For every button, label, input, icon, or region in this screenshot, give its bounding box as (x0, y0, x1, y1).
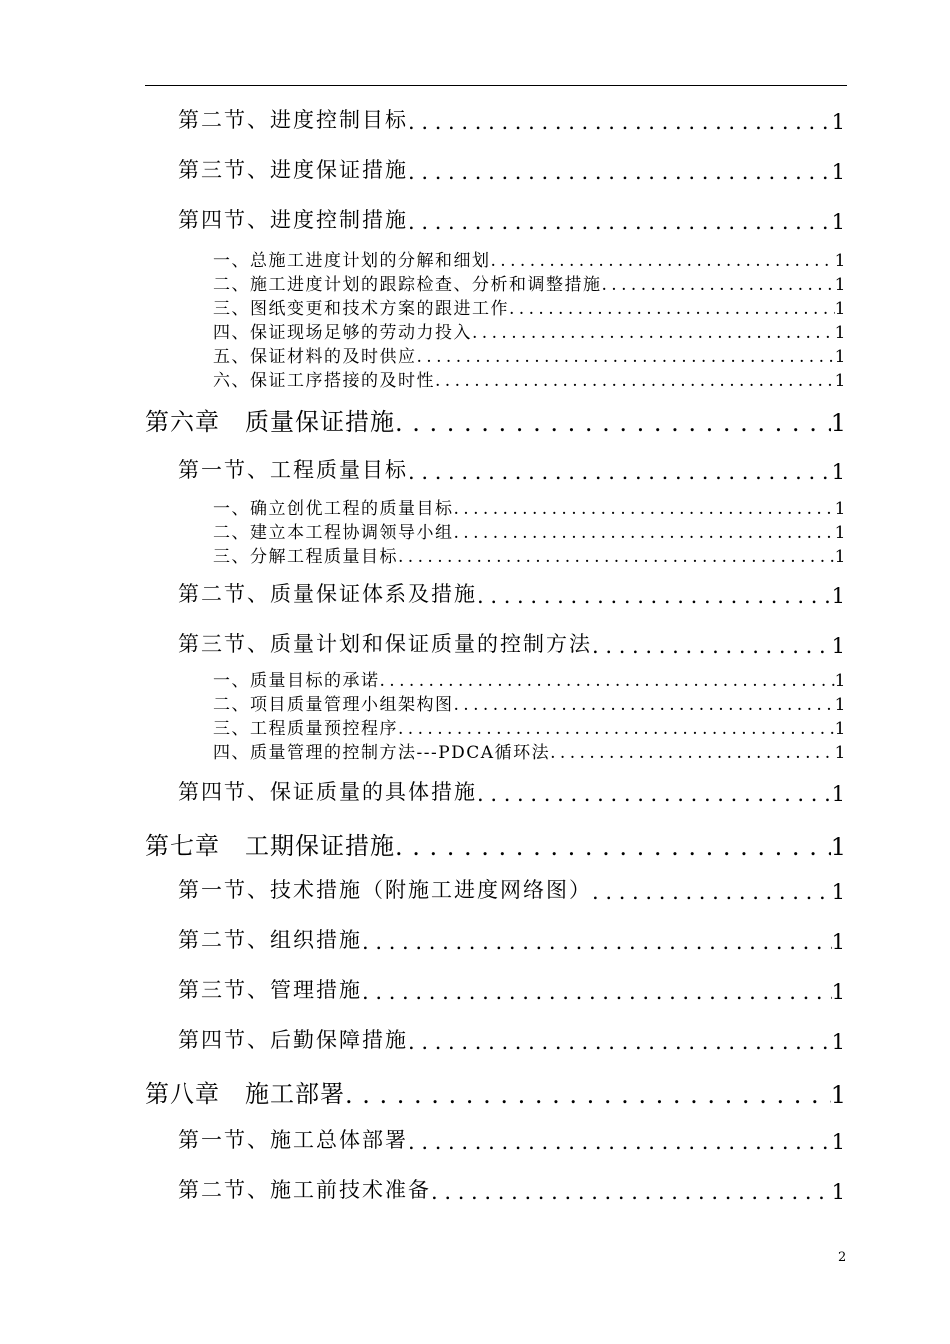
page-number: 2 (838, 1250, 847, 1265)
toc-entry-page: 1 (830, 409, 847, 437)
toc-entry-title: 第四节、后勤保障措施 (178, 1028, 408, 1052)
toc-entry-section[interactable] (178, 454, 847, 484)
toc-entry-section[interactable] (178, 776, 847, 806)
toc-entry-page: 1 (834, 371, 847, 391)
toc-leader-dots (417, 347, 835, 367)
toc-entry-section[interactable] (178, 1024, 847, 1054)
toc-entry-item[interactable] (213, 542, 847, 567)
toc-entry-page: 1 (834, 719, 847, 739)
toc-leader-dots (454, 499, 835, 519)
toc-entry-item[interactable] (213, 294, 847, 319)
toc-entry-chapter[interactable] (145, 1074, 847, 1109)
toc-leader-dots (408, 160, 832, 184)
toc-entry-page: 1 (834, 671, 847, 691)
toc-leader-dots (477, 782, 832, 806)
toc-leader-dots (408, 1130, 832, 1154)
toc-leader-dots (592, 634, 832, 658)
toc-leader-dots (592, 880, 832, 904)
toc-leader-dots (345, 1081, 831, 1109)
toc-entry-page: 1 (834, 547, 847, 567)
toc-entry-page: 1 (831, 160, 847, 184)
header-rule (145, 85, 847, 86)
toc-leader-dots (550, 743, 835, 763)
toc-entry-title: 第一节、施工总体部署 (178, 1128, 408, 1152)
toc-entry-title: 第四节、进度控制措施 (178, 208, 408, 232)
toc-entry-item[interactable] (213, 270, 847, 295)
toc-leader-dots (408, 460, 832, 484)
toc-entry-section[interactable] (178, 578, 847, 608)
toc-entry-page: 1 (831, 980, 847, 1004)
toc-entry-title: 第四节、保证质量的具体措施 (178, 780, 477, 804)
toc-entry-title: 六、保证工序搭接的及时性 (213, 371, 435, 391)
toc-leader-dots (454, 695, 835, 715)
toc-entry-title: 第二节、进度控制目标 (178, 108, 408, 132)
toc-leader-dots (491, 251, 835, 271)
toc-entry-title: 第三节、进度保证措施 (178, 158, 408, 182)
toc-entry-title: 第二节、组织措施 (178, 928, 362, 952)
toc-leader-dots (435, 371, 835, 391)
toc-leader-dots (509, 299, 835, 319)
toc-entry-item[interactable] (213, 666, 847, 691)
toc-entry-title: 五、保证材料的及时供应 (213, 347, 417, 367)
toc-entry-page: 1 (830, 1081, 847, 1109)
toc-entry-page: 1 (831, 634, 847, 658)
toc-entry-title: 第三节、管理措施 (178, 978, 362, 1002)
toc-entry-title: 三、工程质量预控程序 (213, 719, 398, 739)
toc-entry-chapter[interactable] (145, 402, 847, 437)
toc-entry-page: 1 (834, 499, 847, 519)
toc-leader-dots (477, 584, 832, 608)
toc-entry-page: 1 (831, 210, 847, 234)
toc-entry-page: 1 (831, 460, 847, 484)
toc-entry-title: 第一节、工程质量目标 (178, 458, 408, 482)
toc-entry-page: 1 (834, 347, 847, 367)
toc-entry-title: 第八章 施工部署 (145, 1080, 345, 1108)
toc-leader-dots (395, 409, 831, 437)
toc-entry-page: 1 (834, 743, 847, 763)
toc-entry-title: 三、图纸变更和技术方案的跟进工作 (213, 299, 509, 319)
toc-entry-title: 四、保证现场足够的劳动力投入 (213, 323, 472, 343)
toc-leader-dots (380, 671, 835, 691)
toc-entry-section[interactable] (178, 204, 847, 234)
toc-leader-dots (408, 210, 832, 234)
toc-leader-dots (398, 547, 835, 567)
toc-entry-page: 1 (834, 323, 847, 343)
toc-entry-page: 1 (830, 833, 847, 861)
toc-entry-item[interactable] (213, 690, 847, 715)
toc-entry-page: 1 (831, 1030, 847, 1054)
toc-entry-section[interactable] (178, 874, 847, 904)
toc-entry-section[interactable] (178, 924, 847, 954)
toc-leader-dots (362, 930, 832, 954)
toc-entry-page: 1 (834, 695, 847, 715)
toc-entry-title: 第七章 工期保证措施 (145, 832, 395, 860)
toc-entry-page: 1 (831, 880, 847, 904)
toc-entry-item[interactable] (213, 246, 847, 271)
toc-entry-title: 一、总施工进度计划的分解和细划 (213, 251, 491, 271)
toc-entry-item[interactable] (213, 318, 847, 343)
toc-leader-dots (431, 1180, 832, 1204)
toc-leader-dots (408, 110, 832, 134)
toc-entry-title: 第三节、质量计划和保证质量的控制方法 (178, 632, 592, 656)
toc-entry-section[interactable] (178, 1174, 847, 1204)
toc-entry-page: 1 (834, 299, 847, 319)
toc-entry-item[interactable] (213, 342, 847, 367)
toc-entry-page: 1 (831, 1180, 847, 1204)
toc-entry-title: 三、分解工程质量目标 (213, 547, 398, 567)
toc-entry-item[interactable] (213, 714, 847, 739)
toc-entry-title: 二、建立本工程协调领导小组 (213, 523, 454, 543)
toc-entry-title: 第二节、施工前技术准备 (178, 1178, 431, 1202)
toc-leader-dots (454, 523, 835, 543)
toc-entry-item[interactable] (213, 738, 847, 763)
toc-entry-item[interactable] (213, 494, 847, 519)
toc-leader-dots (395, 833, 831, 861)
toc-entry-section[interactable] (178, 628, 847, 658)
toc-entry-section[interactable] (178, 974, 847, 1004)
toc-entry-section[interactable] (178, 154, 847, 184)
toc-entry-title: 一、质量目标的承诺 (213, 671, 380, 691)
toc-entry-page: 1 (834, 275, 847, 295)
toc-leader-dots (362, 980, 832, 1004)
toc-entry-title: 第六章 质量保证措施 (145, 408, 395, 436)
toc-entry-page: 1 (834, 523, 847, 543)
toc-leader-dots (602, 275, 835, 295)
toc-entry-section[interactable] (178, 104, 847, 134)
toc-entry-item[interactable] (213, 518, 847, 543)
toc-entry-title: 第二节、质量保证体系及措施 (178, 582, 477, 606)
toc-entry-item[interactable] (213, 366, 847, 391)
toc-entry-title: 二、项目质量管理小组架构图 (213, 695, 454, 715)
toc-entry-page: 1 (831, 584, 847, 608)
toc-entry-title: 二、施工进度计划的跟踪检查、分析和调整措施 (213, 275, 602, 295)
toc-entry-title: 四、质量管理的控制方法---PDCA循环法 (213, 743, 551, 763)
toc-entry-page: 1 (831, 1130, 847, 1154)
toc-entry-chapter[interactable] (145, 826, 847, 861)
toc-entry-section[interactable] (178, 1124, 847, 1154)
toc-entry-page: 1 (831, 782, 847, 806)
toc-entry-title: 第一节、技术措施（附施工进度网络图） (178, 878, 592, 902)
toc-leader-dots (398, 719, 835, 739)
toc-leader-dots (472, 323, 835, 343)
toc-leader-dots (408, 1030, 832, 1054)
toc-entry-page: 1 (834, 251, 847, 271)
toc-entry-title: 一、确立创优工程的质量目标 (213, 499, 454, 519)
toc-entry-page: 1 (831, 930, 847, 954)
toc-entry-page: 1 (831, 110, 847, 134)
